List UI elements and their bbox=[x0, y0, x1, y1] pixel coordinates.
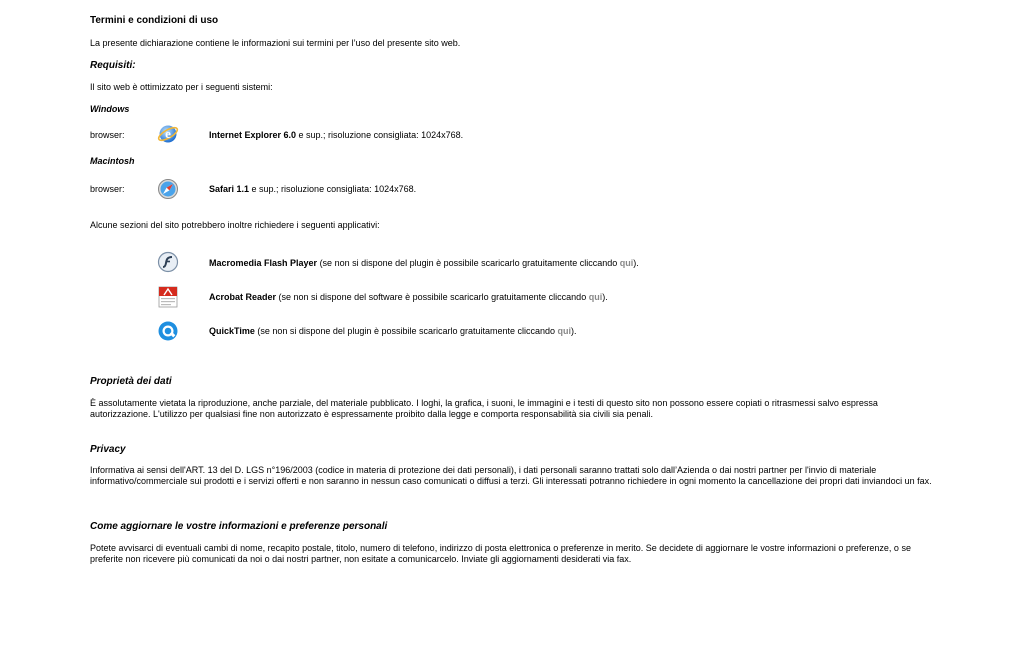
app-desc-flash-end: ). bbox=[633, 258, 639, 268]
requirement-mac bbox=[209, 184, 416, 195]
privacy-text: Informativa ai sensi dell'ART. 13 del D. LGS n°196/2003 (codice in materia di protezione dei dati personali), i dati personali saranno trattati solo dall’Azienda o dai nostri partner per l'invio di materiale informativo/commerciale sui prodotti e i servizi offerti e non saranno in nessun caso comunicati o diffusi a terzi. Gli interessati potranno richiedere in ogni momento la cancellazione dei propri dati inviandoci un fax. bbox=[90, 465, 932, 486]
svg-text:e: e bbox=[165, 126, 171, 141]
app-desc-quicktime: (se non si dispone del plugin è possibile scaricarlo gratuitamente cliccando bbox=[254, 326, 558, 336]
page-title: Termini e condizioni di uso bbox=[90, 15, 219, 26]
ownership-heading: Proprietà dei dati bbox=[90, 376, 172, 387]
app-desc-quicktime-end: ). bbox=[571, 326, 577, 336]
os-windows-label: Windows bbox=[90, 104, 130, 114]
app-flash bbox=[209, 258, 639, 269]
requirement-windows bbox=[209, 130, 463, 141]
quicktime-icon bbox=[157, 320, 179, 342]
app-desc-acrobat-end: ). bbox=[602, 292, 608, 302]
download-flash-link[interactable]: qui bbox=[619, 258, 634, 268]
app-name-acrobat: Acrobat Reader bbox=[209, 292, 277, 302]
browser-name-ie: Internet Explorer 6.0 bbox=[209, 130, 297, 140]
browser-requirement-safari: e sup.; risoluzione consigliata: 1024x768. bbox=[249, 184, 417, 194]
browser-name-safari: Safari 1.1 bbox=[209, 184, 250, 194]
download-quicktime-link[interactable]: qui bbox=[557, 326, 572, 336]
os-macintosh-label: Macintosh bbox=[90, 156, 135, 166]
apps-intro: Alcune sezioni del sito potrebbero inoltre richiedere i seguenti applicativi: bbox=[90, 220, 380, 230]
app-name-quicktime: QuickTime bbox=[209, 326, 255, 336]
app-name-flash: Macromedia Flash Player bbox=[209, 258, 318, 268]
acrobat-reader-icon bbox=[157, 286, 179, 308]
download-acrobat-link[interactable]: qui bbox=[588, 292, 603, 302]
requirements-heading: Requisiti: bbox=[90, 60, 136, 71]
app-acrobat bbox=[209, 292, 608, 303]
update-text: Potete avvisarci di eventuali cambi di nome, recapito postale, titolo, numero di telefono, indirizzo di posta elettronica o preferenze in merito. Se decidete di aggiornare le vostre informazioni o preferenze, o se preferite non ricevere più comunicati da noi o dai nostri partner, non esitate a comunicarcelo. Inviate gli aggiornamenti desiderati via fax. bbox=[90, 543, 911, 564]
requirements-text: Il sito web è ottimizzato per i seguenti sistemi: bbox=[90, 82, 273, 92]
safari-icon bbox=[157, 178, 179, 200]
ownership-text: È assolutamente vietata la riproduzione, anche parziale, del materiale pubblicato. I loghi, la grafica, i suoni, le immagini e i testi di questo sito non possono essere copiati o ritrasmessi salvo espressa autorizzazione. L'utilizzo per qualsiasi fine non autorizzato è espressamente proibito dalla legge e comporta responsabilità sia civili sia penali. bbox=[90, 398, 878, 419]
browser-label-mac: browser: bbox=[90, 184, 125, 194]
internet-explorer-icon bbox=[157, 123, 179, 145]
flash-player-icon bbox=[157, 251, 179, 273]
app-desc-flash: (se non si dispone del plugin è possibile scaricarlo gratuitamente cliccando bbox=[317, 258, 620, 268]
privacy-heading: Privacy bbox=[90, 444, 126, 455]
update-heading: Come aggiornare le vostre informazioni e preferenze personali bbox=[90, 521, 388, 532]
browser-requirement-ie: e sup.; risoluzione consigliata: 1024x768. bbox=[296, 130, 464, 140]
app-quicktime bbox=[209, 326, 577, 337]
app-desc-acrobat: (se non si dispone del software è possibile scaricarlo gratuitamente cliccando bbox=[276, 292, 589, 302]
intro-text: La presente dichiarazione contiene le informazioni sui termini per l’uso del presente sito web. bbox=[90, 38, 461, 48]
browser-label-windows: browser: bbox=[90, 130, 125, 140]
